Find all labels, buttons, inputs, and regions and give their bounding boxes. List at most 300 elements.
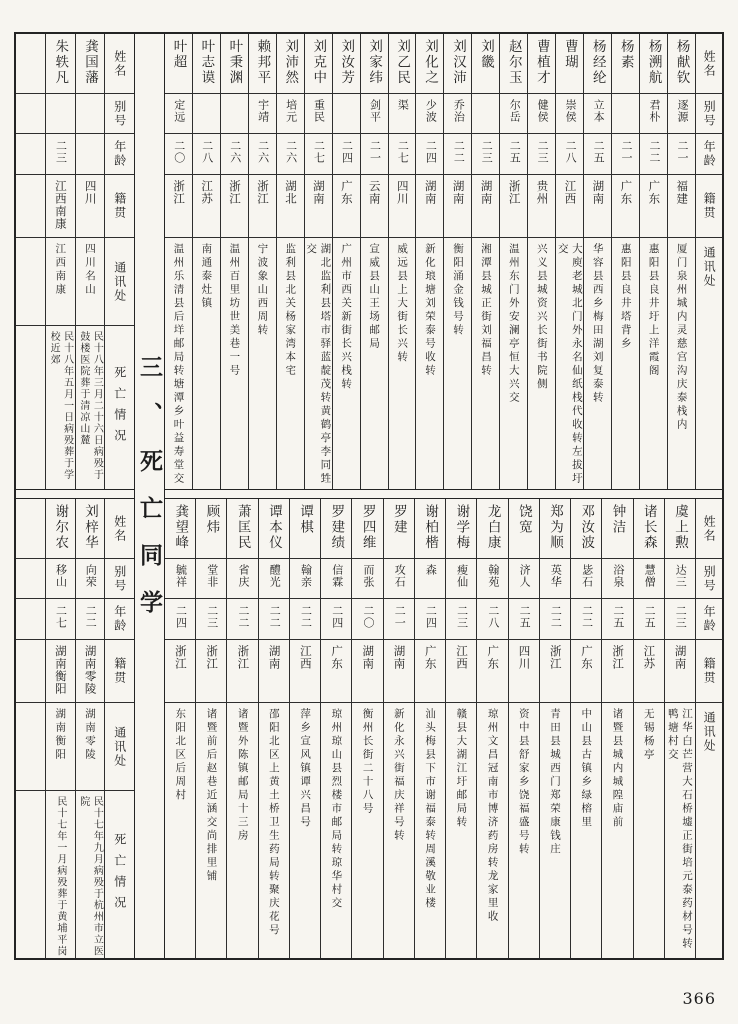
section-title [134, 34, 165, 958]
address-cell [571, 703, 601, 958]
age-cell [227, 599, 257, 640]
cell-text: 罗建 [390, 504, 407, 535]
cell-text: 湖南 [311, 180, 326, 205]
cell-text: 诸暨县城内城隍庙前 [611, 708, 624, 830]
name-cell [333, 34, 360, 94]
origin-cell [76, 640, 105, 703]
cell-text: 厦门泉州城内灵慈宫沟庆泰栈内 [675, 243, 688, 432]
cell-text: 而张 [361, 564, 375, 588]
origin-cell [76, 175, 105, 238]
name-cell [444, 34, 471, 94]
cell-text: 湖南零陵 [83, 708, 96, 762]
age-cell [509, 599, 539, 640]
cell-text: 二三 [536, 140, 550, 164]
death-cell [46, 791, 75, 958]
cell-text: 浙江 [507, 180, 522, 205]
person-column-0 [664, 499, 695, 958]
alias-cell [290, 559, 320, 599]
cell-text: 广东 [330, 645, 345, 670]
name-cell [584, 34, 611, 94]
cell-text: 民十七年九月病殁于杭州市立医院 [77, 796, 103, 957]
name-cell [634, 499, 664, 559]
cell-text: 年龄 [702, 140, 717, 168]
person-column-1 [639, 34, 667, 489]
cell-text: 温州百里坊世美巷一号 [228, 243, 241, 378]
cell-text: 四川 [83, 180, 98, 205]
cell-text: 二八 [486, 605, 500, 629]
cell-text: 江西 [298, 645, 313, 670]
person-column-8 [443, 34, 471, 489]
address-cell [46, 238, 75, 326]
person-column-2 [601, 499, 632, 958]
address-cell [668, 238, 695, 489]
name-cell [540, 499, 570, 559]
cell-text: 四川名山 [83, 243, 96, 297]
cell-text: 江西南康 [53, 180, 68, 230]
alumni-table-bottom [165, 498, 722, 958]
age-cell [634, 599, 664, 640]
cell-text: 监利县北关杨家湾本宅 [284, 243, 297, 378]
header-alias-cell [105, 94, 134, 134]
name-cell [76, 34, 105, 94]
cell-text: 别号 [702, 564, 717, 593]
origin-cell [665, 640, 695, 703]
age-cell [584, 134, 611, 175]
cell-text: 刘汉沛 [450, 39, 466, 86]
cell-text: 姓名 [702, 49, 717, 78]
origin-cell [46, 640, 75, 703]
cell-text: 新化永兴街福庆祥号转 [392, 708, 405, 843]
cell-text: 民十七年一月病殁葬于黄埔平岗 [54, 796, 66, 957]
person-column-5 [527, 34, 555, 489]
cell-text: 湖南 [392, 645, 407, 670]
cell-text: 龚国藩 [81, 39, 98, 86]
age-cell [668, 134, 695, 175]
cell-text: 二二 [580, 605, 594, 629]
cell-text: 浴泉 [611, 564, 625, 588]
header-age-cell [696, 599, 722, 640]
age-cell [571, 599, 601, 640]
death-cell [76, 326, 105, 489]
cell-text: 逐源 [675, 99, 689, 123]
person-column-11 [320, 499, 351, 958]
cell-text: 信霖 [330, 564, 344, 588]
cell-text: 姓名 [112, 49, 127, 78]
cell-text: 二四 [340, 140, 354, 164]
header-column [104, 34, 134, 489]
address-cell [16, 238, 45, 326]
cell-text: 死亡情况 [112, 832, 127, 917]
alias-cell [416, 94, 443, 134]
cell-text: 赣县大湖江圩邮局转 [455, 708, 468, 830]
cell-text: 郑为顺 [547, 504, 564, 551]
cell-text: 二五 [592, 140, 606, 164]
origin-cell [416, 175, 443, 238]
name-cell [321, 499, 351, 559]
age-cell [277, 134, 304, 175]
cell-text: 二五 [611, 605, 625, 629]
person-column-11 [360, 34, 388, 489]
alias-cell [259, 559, 289, 599]
alumni-table-top [165, 34, 722, 490]
cell-text: 省庆 [237, 564, 251, 588]
name-cell [165, 499, 195, 559]
death-cell [16, 326, 45, 489]
alias-cell [584, 94, 611, 134]
cell-text: 资中县舒家乡饶福盛号转 [517, 708, 530, 857]
address-cell [290, 703, 320, 958]
origin-cell [384, 640, 414, 703]
cell-text: 罗四维 [359, 504, 376, 551]
person-column-1 [45, 34, 75, 489]
cell-text: 兴义县城资兴长街书院侧 [535, 243, 548, 392]
cell-text: 乔治 [452, 99, 466, 123]
alias-cell [444, 94, 471, 134]
cell-text: 湖南 [479, 180, 494, 205]
person-column-5 [508, 499, 539, 958]
origin-cell [165, 175, 192, 238]
right-tables-region [165, 34, 722, 958]
cell-text: 二一 [675, 140, 689, 164]
header-name-cell [105, 499, 134, 559]
age-cell [640, 134, 667, 175]
name-cell [415, 499, 445, 559]
cell-text: 二二 [549, 605, 563, 629]
cell-text: 少波 [424, 99, 438, 123]
origin-cell [634, 640, 664, 703]
cell-text: 重民 [312, 99, 326, 123]
age-cell [415, 599, 445, 640]
origin-cell [196, 640, 226, 703]
cell-text: 渠 [396, 99, 410, 111]
cell-text: 移山 [54, 564, 68, 588]
header-alias-cell [105, 559, 134, 599]
origin-cell [46, 175, 75, 238]
cell-text: 二三 [674, 605, 688, 629]
cell-text: 广东 [423, 645, 438, 670]
cell-text: 刘畿 [477, 39, 494, 70]
alias-cell [556, 94, 583, 134]
header-death-cell [105, 326, 134, 489]
cell-text: 二四 [330, 605, 344, 629]
cell-text: 江西南康 [54, 243, 67, 297]
cell-text: 湖南 [591, 180, 606, 205]
origin-cell [290, 640, 320, 703]
address-cell [415, 703, 445, 958]
person-column-7 [471, 34, 499, 489]
cell-text: 二三 [480, 140, 494, 164]
origin-cell [165, 640, 195, 703]
address-cell [556, 238, 583, 489]
cell-text: 广东 [579, 645, 594, 670]
age-cell [221, 134, 248, 175]
cell-text: 广东 [486, 645, 501, 670]
cell-text: 二一 [620, 140, 634, 164]
address-cell [333, 238, 360, 489]
address-cell [444, 238, 471, 489]
person-column-0 [75, 34, 105, 489]
name-cell [259, 499, 289, 559]
cell-text: 二三 [54, 140, 68, 164]
alias-cell [477, 559, 507, 599]
name-cell [46, 499, 75, 559]
cell-text: 温州乐清县后垟邮局转塘潭乡叶益寿堂交 [172, 243, 185, 486]
address-cell [540, 703, 570, 958]
cell-text: 谢学梅 [453, 504, 470, 551]
address-cell [477, 703, 507, 958]
origin-cell [277, 175, 304, 238]
alias-cell [665, 559, 695, 599]
address-cell [384, 703, 414, 958]
cell-text: 浙江 [236, 645, 251, 670]
origin-cell [259, 640, 289, 703]
cell-text: 谢柏楷 [422, 504, 439, 551]
address-cell [389, 238, 416, 489]
cell-text: 二五 [508, 140, 522, 164]
page-number: 366 [682, 989, 716, 1008]
person-column-6 [476, 499, 507, 958]
alias-cell [76, 559, 105, 599]
header-origin-cell [105, 175, 134, 238]
cell-text: 江华白芒营大石桥墟正街培元泰药材号转鸭塘村交 [666, 708, 694, 951]
age-cell [477, 599, 507, 640]
cell-text: 年龄 [112, 140, 127, 168]
person-column-0 [75, 499, 105, 958]
person-column-14 [276, 34, 304, 489]
cell-text: 湖南 [673, 645, 688, 670]
age-cell [321, 599, 351, 640]
cell-text: 籍贯 [702, 192, 717, 220]
header-column [695, 499, 722, 958]
cell-text: 谭本仪 [265, 504, 282, 551]
cell-text: 湖南 [267, 645, 282, 670]
age-cell [76, 599, 105, 640]
header-address-cell [105, 238, 134, 326]
age-cell [444, 134, 471, 175]
cell-text: 济人 [518, 564, 532, 588]
cell-text: 谭棋 [297, 504, 314, 535]
cell-text: 湘潭县城正街刘福昌转 [479, 243, 492, 378]
cell-text: 培元 [284, 99, 298, 123]
cell-text: 新化琅塘刘荣泰号收转 [424, 243, 437, 378]
address-cell [46, 703, 75, 791]
cell-text: 无锡杨亭 [642, 708, 655, 762]
cell-text: 浙江 [548, 645, 563, 670]
origin-cell [446, 640, 476, 703]
person-column-6 [499, 34, 527, 489]
alias-cell [46, 94, 75, 134]
header-name-cell [696, 34, 722, 94]
name-cell [389, 34, 416, 94]
person-column-14 [226, 499, 257, 958]
cell-text: 年龄 [702, 605, 717, 633]
cell-text: 二四 [424, 140, 438, 164]
cell-text: 二五 [518, 605, 532, 629]
age-cell [16, 599, 45, 640]
age-cell [16, 134, 45, 175]
cell-text: 姓名 [702, 514, 717, 543]
cell-text: 二七 [54, 605, 68, 629]
cell-text: 二四 [424, 605, 438, 629]
name-cell [290, 499, 320, 559]
cell-text: 宁波象山西周转 [256, 243, 269, 338]
origin-cell [640, 175, 667, 238]
person-column-0 [667, 34, 695, 489]
person-column-2 [611, 34, 639, 489]
origin-cell [477, 640, 507, 703]
cell-text: 醴光 [268, 564, 282, 588]
cell-text: 健侯 [536, 99, 550, 123]
address-cell [196, 703, 226, 958]
address-cell [321, 703, 351, 958]
header-address-cell [696, 238, 722, 489]
cell-text: 琼州琼山县烈楼市邮局转琼华村交 [330, 708, 343, 911]
origin-cell [227, 640, 257, 703]
cell-text: 籍贯 [112, 657, 127, 685]
alias-cell [472, 94, 499, 134]
person-column-12 [289, 499, 320, 958]
person-column-15 [195, 499, 226, 958]
address-cell [305, 238, 332, 489]
address-cell [16, 703, 45, 791]
address-cell [221, 238, 248, 489]
cell-text: 萧匡民 [234, 504, 251, 551]
cell-text: 二〇 [361, 605, 375, 629]
cell-text: 饶宽 [515, 504, 532, 535]
cell-text: 惠阳县良井塔背乡 [619, 243, 632, 351]
cell-text: 向荣 [84, 564, 98, 588]
age-cell [665, 599, 695, 640]
cell-text: 崇侯 [564, 99, 578, 123]
name-cell [384, 499, 414, 559]
cell-text: 二二 [452, 140, 466, 164]
cell-text: 福建 [675, 180, 690, 205]
header-address-cell [696, 703, 722, 958]
name-cell [500, 34, 527, 94]
age-cell [556, 134, 583, 175]
person-column-16 [165, 499, 195, 958]
cell-text: 杨溯航 [645, 39, 662, 86]
cell-text: 赖邦平 [254, 39, 271, 86]
person-column-8 [414, 499, 445, 958]
age-cell [612, 134, 639, 175]
cell-text: 通讯处 [702, 711, 717, 753]
alias-cell [415, 559, 445, 599]
alias-cell [305, 94, 332, 134]
cell-text: 通讯处 [702, 246, 717, 288]
cell-text: 谢尔农 [52, 504, 69, 551]
cell-text: 衡阳涌金钱号转 [451, 243, 464, 338]
cell-text: 叶秉渊 [226, 39, 243, 86]
cell-text: 汕头梅县下市谢福泰转周溪敬业楼 [424, 708, 437, 911]
header-address-cell [105, 703, 134, 791]
cell-text: 江西 [455, 645, 469, 670]
name-cell [16, 499, 45, 559]
alias-cell [540, 559, 570, 599]
cell-text: 浙江 [255, 180, 270, 205]
person-column-9 [415, 34, 443, 489]
cell-text: 云南 [367, 180, 382, 205]
address-cell [640, 238, 667, 489]
cell-text: 湖南衡阳 [53, 645, 68, 695]
cell-text: 湖北监利县塔市驿蓝靛茂转黄鹤亭李同甡交 [305, 243, 332, 486]
origin-cell [352, 640, 382, 703]
origin-cell [249, 175, 276, 238]
alias-cell [352, 559, 382, 599]
person-column-12 [332, 34, 360, 489]
address-cell [416, 238, 443, 489]
person-column-1 [633, 499, 664, 958]
address-cell [352, 703, 382, 958]
age-cell [305, 134, 332, 175]
alias-cell [16, 559, 45, 599]
alias-cell [500, 94, 527, 134]
cell-text: 君朴 [647, 99, 661, 123]
header-age-cell [105, 134, 134, 175]
alias-cell [361, 94, 388, 134]
name-cell [602, 499, 632, 559]
origin-cell [221, 175, 248, 238]
address-cell [249, 238, 276, 489]
name-cell [640, 34, 667, 94]
person-column-17 [192, 34, 220, 489]
cell-text: 青田县城西门郑荣康钱庄 [549, 708, 562, 857]
person-column-9 [383, 499, 414, 958]
header-age-cell [105, 599, 134, 640]
cell-text: 萍乡宣风镇谭兴昌号 [299, 708, 312, 830]
age-cell [352, 599, 382, 640]
name-cell [165, 34, 192, 94]
cell-text: 广东 [619, 180, 634, 205]
cell-text: 湖南 [451, 180, 466, 205]
age-cell [333, 134, 360, 175]
cell-text: 东阳北区后周村 [174, 708, 187, 803]
name-cell [76, 499, 105, 559]
cell-text: 二六 [284, 140, 298, 164]
cell-text: 毖石 [580, 564, 594, 588]
alias-cell [571, 559, 601, 599]
cell-text: 贵州 [535, 180, 550, 205]
origin-cell [321, 640, 351, 703]
alias-cell [612, 94, 639, 134]
cell-text: 二六 [228, 140, 242, 164]
cell-text: 二一 [393, 605, 407, 629]
cell-text: 剑平 [368, 99, 382, 123]
origin-cell [444, 175, 471, 238]
death-cell [46, 326, 75, 489]
person-column-7 [445, 499, 476, 958]
age-cell [165, 134, 192, 175]
name-cell [528, 34, 555, 94]
header-age-cell [696, 134, 722, 175]
origin-cell [571, 640, 601, 703]
age-cell [361, 134, 388, 175]
origin-cell [415, 640, 445, 703]
person-column-3 [583, 34, 611, 489]
cell-text: 宇靖 [256, 99, 270, 123]
cell-text: 温州东门外安澜亭恒大兴交 [507, 243, 520, 405]
cell-text: 湖南零陵 [83, 645, 98, 695]
cell-text: 二二 [647, 140, 661, 164]
alias-cell [277, 94, 304, 134]
cell-text: 姓名 [112, 514, 127, 543]
cell-text: 湖北 [283, 180, 298, 205]
age-cell [193, 134, 220, 175]
person-column-3 [570, 499, 601, 958]
cell-text: 攻石 [393, 564, 407, 588]
age-cell [249, 134, 276, 175]
section-title-text: 三、死亡同学 [136, 355, 163, 637]
